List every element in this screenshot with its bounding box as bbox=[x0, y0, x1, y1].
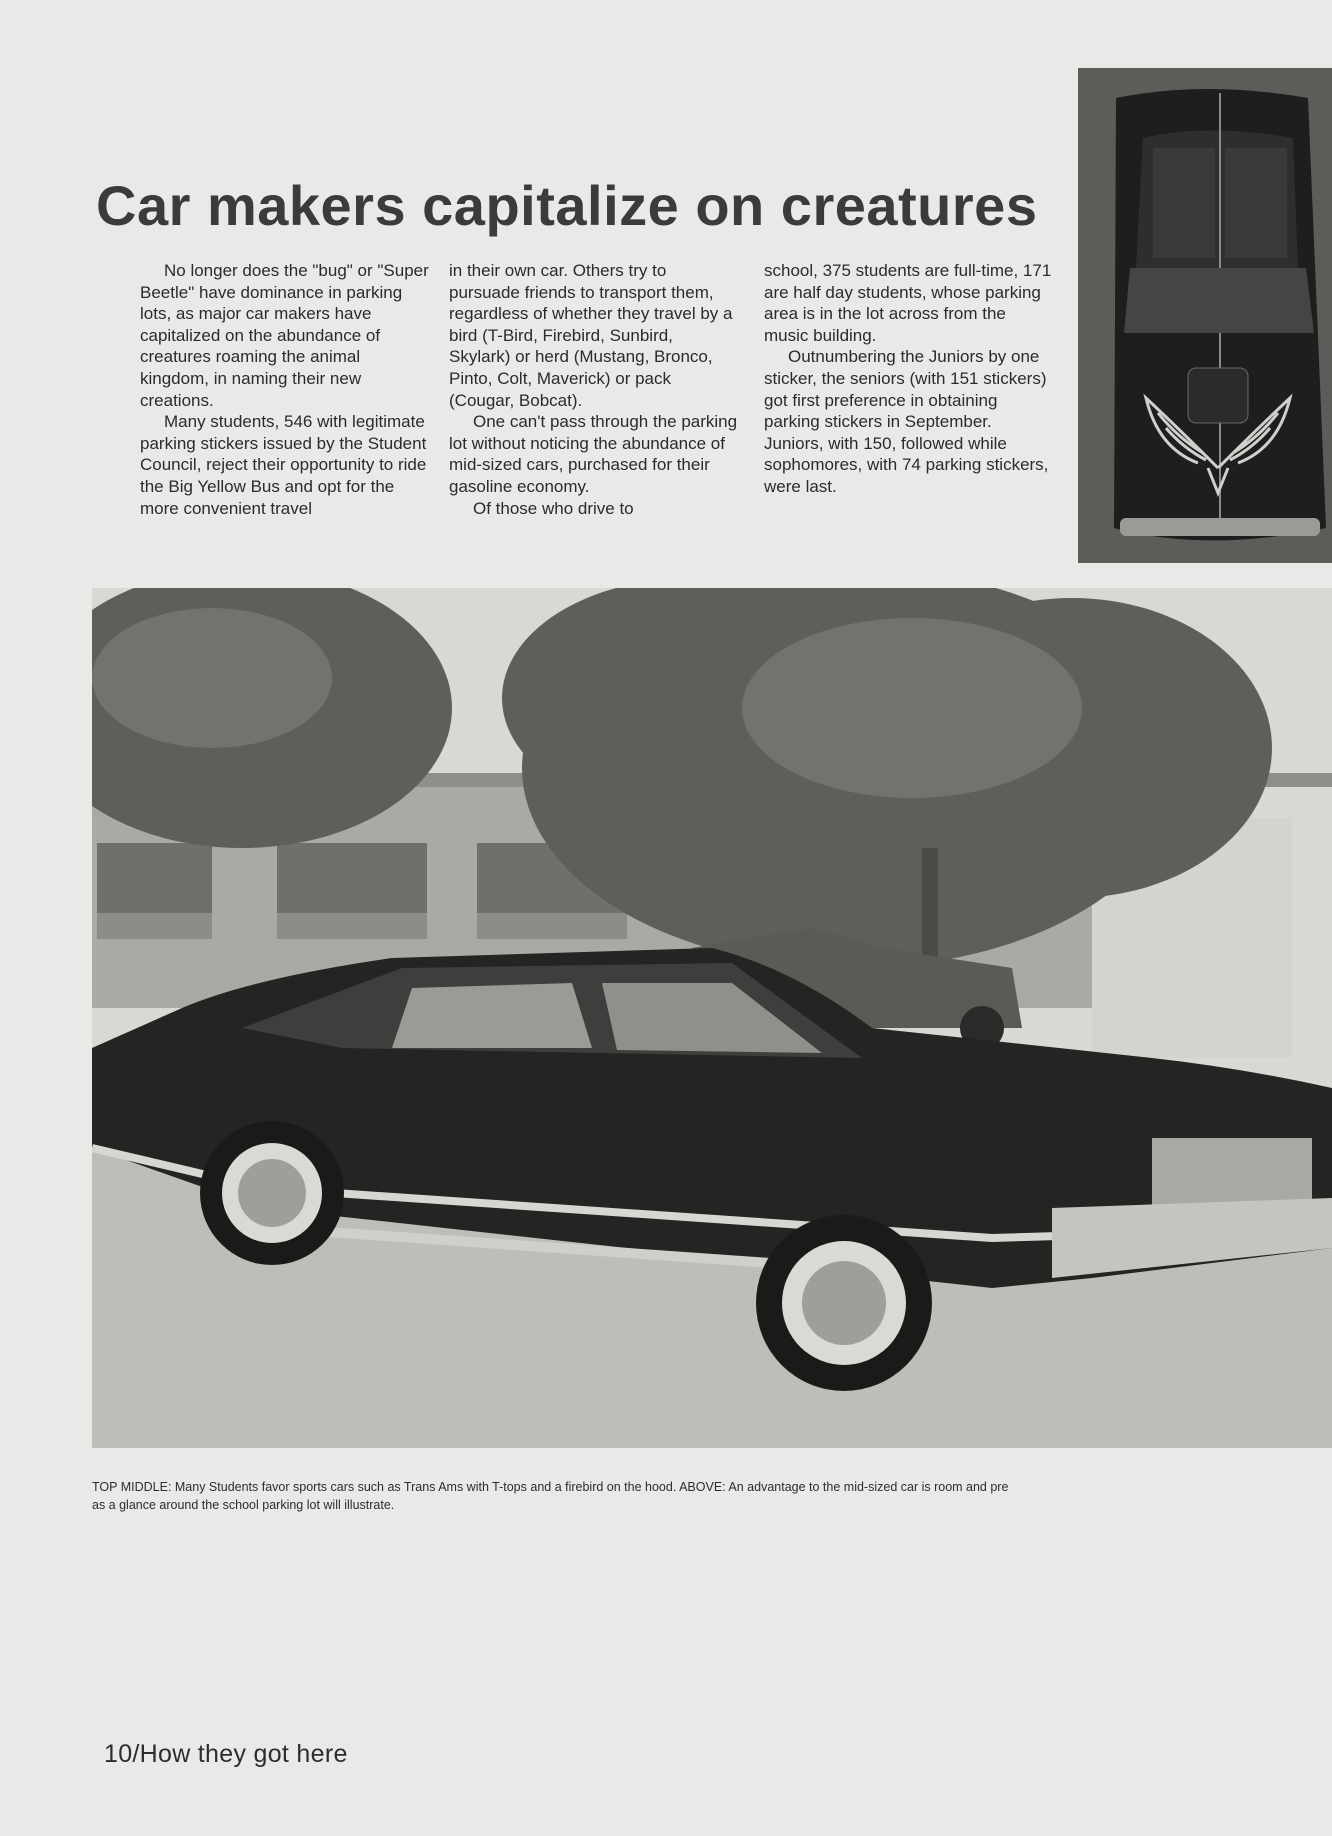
caption-line: TOP MIDDLE: Many Students favor sports cars such as Trans Ams with T-tops and a firebird on the hood. ABOVE: An advantage to the mid-sized car is room and pre bbox=[92, 1480, 1009, 1494]
paragraph: No longer does the "bug" or "Super Beetle" have dominance in parking lots, as major car makers have capitalized on the abundance of creatures roaming the animal kingdom, in naming their new creations. bbox=[140, 261, 429, 410]
paragraph: Of those who drive to bbox=[473, 498, 634, 518]
paragraph: One can't pass through the parking lot without noticing the abundance of mid-sized cars, purchased for their gasoline economy. bbox=[449, 412, 738, 496]
photo-caption bbox=[92, 1478, 1332, 1514]
caption-line: as a glance around the school parking lot will illustrate. bbox=[92, 1498, 395, 1512]
paragraph: school, 375 students are full-time, 171 are half day students, whose parking area is in the lot across from the music building. bbox=[764, 261, 1052, 345]
paragraph: Many students, 546 with legitimate parking stickers issued by the Student Council, reject their opportunity to ride the Big Yellow Bus and opt for the more convenient travel bbox=[140, 412, 427, 518]
article-column-3 bbox=[764, 260, 1054, 498]
paragraph: in their own car. Others try to pursuade friends to transport them, regardless of whether they travel by a bird (T-Bird, Firebird, Sunbird, Skylark) or herd (Mustang, Bronco, Pinto, Colt, Maverick) or pack (Cougar, Bobcat). bbox=[449, 261, 733, 410]
paragraph: Outnumbering the Juniors by one sticker, the seniors (with 151 stickers) got first preference in obtaining parking stickers in September. Juniors, with 150, followed while sophomores, with 74 parking stickers, were last. bbox=[764, 347, 1049, 496]
trans-am-photo bbox=[1078, 68, 1332, 563]
article-column-2 bbox=[449, 260, 739, 519]
mid-sized-car-photo bbox=[92, 588, 1332, 1448]
article-headline: Car makers capitalize on creatures bbox=[96, 174, 1038, 237]
page-folio: 10/How they got here bbox=[104, 1740, 348, 1768]
article-column-1 bbox=[140, 260, 430, 519]
